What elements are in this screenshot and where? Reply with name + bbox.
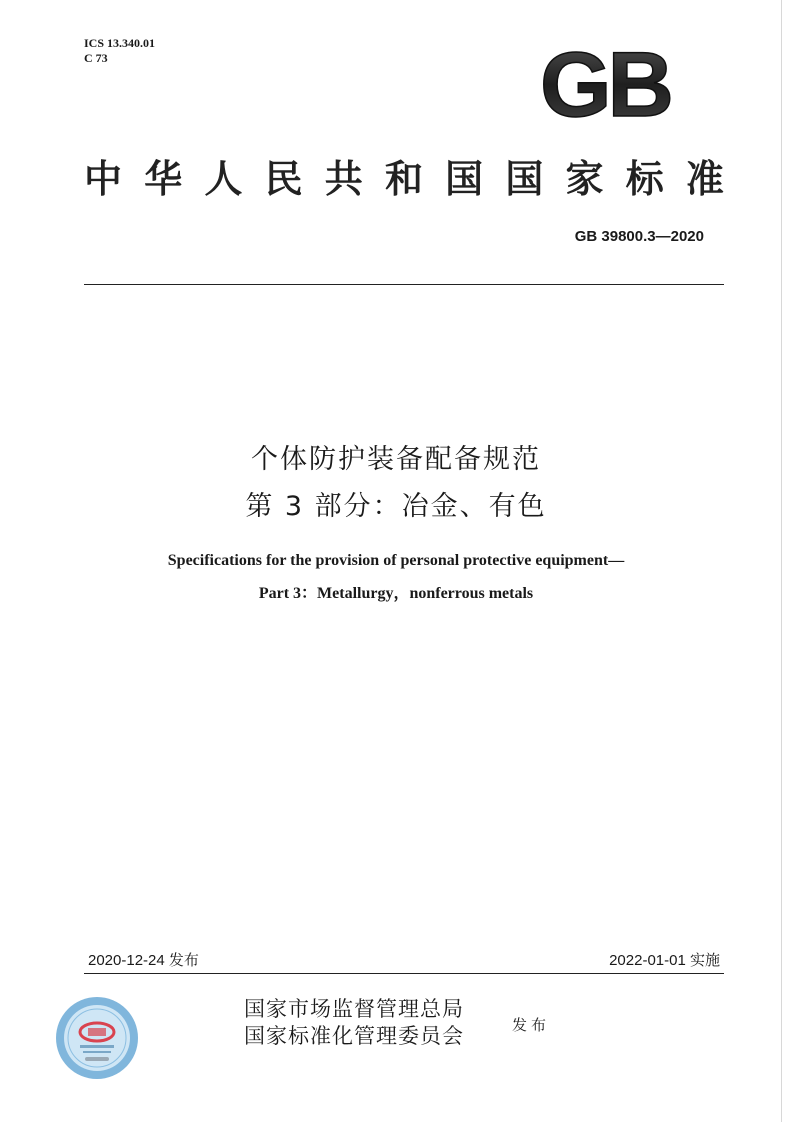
bottom-divider: [84, 973, 724, 974]
title-char: 准: [685, 155, 724, 201]
title-char: 民: [264, 155, 303, 201]
anti-counterfeit-seal-icon: [54, 995, 140, 1081]
publisher-samr: 国家市场监督管理总局: [244, 997, 464, 1021]
english-title-line1: Specifications for the provision of personal protective equipment—: [167, 552, 625, 569]
english-title-line2: Part 3：Metallurgy，nonferrous metals: [258, 585, 534, 602]
title-char: 人: [204, 155, 243, 201]
top-divider: [84, 284, 724, 285]
national-standard-title: [84, 150, 724, 200]
title-char: 和: [384, 155, 423, 201]
publisher-sac: 国家标准化管理委员会: [244, 1024, 464, 1048]
title-char: 家: [565, 155, 604, 201]
chinese-title-line1: 个体防护装备配备规范: [251, 444, 541, 475]
ics-code: ICS 13.340.01: [84, 36, 156, 50]
classification-codes: [84, 36, 155, 66]
title-char: 华: [144, 155, 183, 201]
gb-logo-icon: [528, 46, 682, 126]
publishers: [244, 996, 464, 1050]
issue-date: 2020-12-24 发布: [88, 952, 199, 969]
title-char: 国: [505, 155, 544, 201]
title-char: 中: [84, 155, 123, 201]
title-char: 标: [625, 155, 664, 201]
title-char: 共: [324, 155, 363, 201]
implementation-date: 2022-01-01 实施: [609, 952, 720, 969]
publish-label: 发布: [512, 1016, 551, 1034]
standard-number: GB 39800.3—2020: [574, 228, 704, 245]
gb-logo-text: GB: [540, 46, 670, 126]
ccs-code: C 73: [84, 51, 108, 65]
title-char: 国: [445, 155, 484, 201]
chinese-title-line2: 第 3 部分：冶金、有色: [245, 491, 547, 522]
